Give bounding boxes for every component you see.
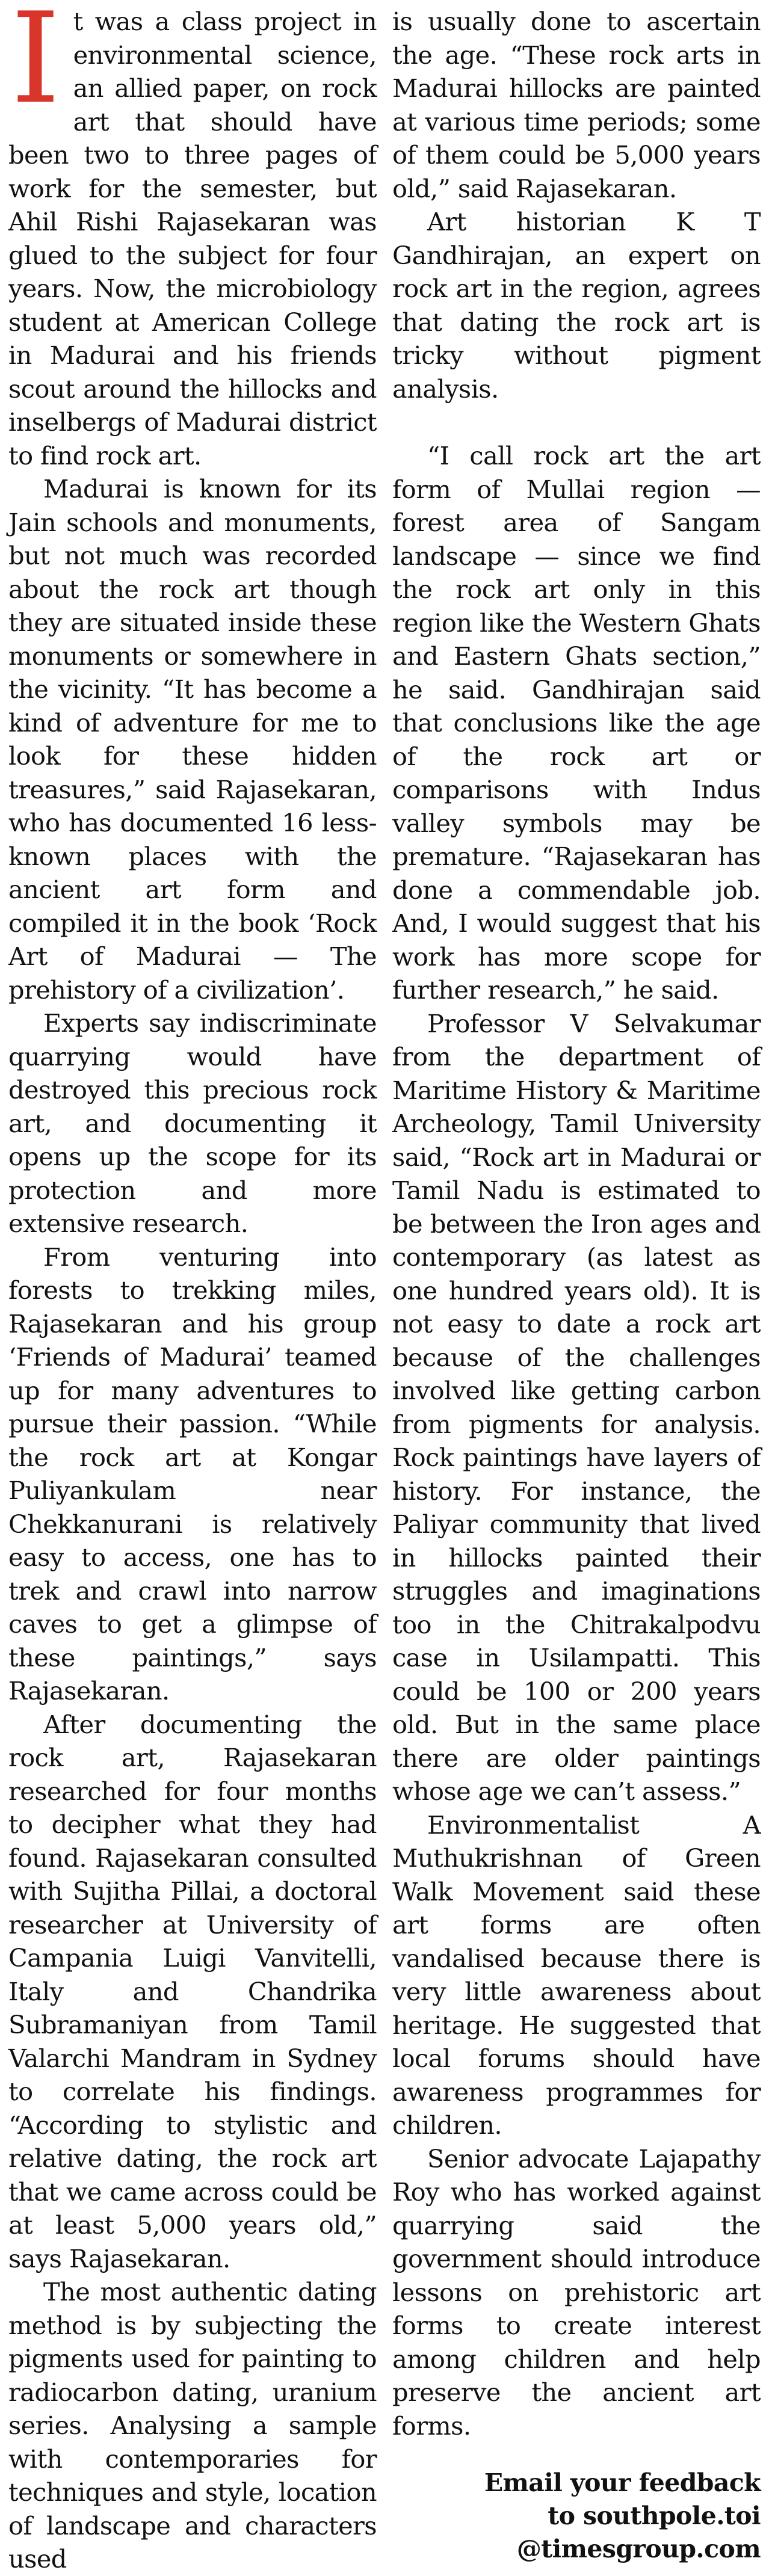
article-paragraph-3: Experts say indiscriminate quarrying would have destroyed this precious rock art, and documenting it opens up the scope for its protection and more extensive research. [8, 1008, 377, 1238]
article-paragraph-7: Art historian K T Gandhirajan, an expert on rock art in the region, agrees that dating the rock art is tricky without pigment analysis. [392, 207, 761, 404]
paragraph-text: t was a class project in environmental science, an allied paper, on rock art that should have been two to three pages of work for the semester, but Ahil Rishi Rajasekaran was glued to the subject for four years. Now, the microbiology student at American College in Madurai and his friends scout around the hillocks and inselbergs of Madurai district to find rock art. [8, 7, 377, 470]
article-paragraph-10: Environmentalist A Muthukrishnan of Green Walk Movement said these art forms are often vandalised because there is very little awareness about heritage. He suggested that local forums should have awareness programmes for children. [392, 1810, 761, 2140]
signoff-line-1: Email your feedback [484, 2468, 761, 2497]
article-paragraph-continued: is usually done to ascertain the age. “These rock arts in Madurai hillocks are painted at various time periods; some of them could be 5,000 years old,” said Rajasekaran. [392, 7, 761, 203]
article-column-left [8, 0, 377, 2576]
article-column-right [392, 5, 761, 2566]
article-paragraph-9: Professor V Selvakumar from the department of Maritime History & Maritime Archeology, Tamil University said, “Rock art in Madurai or Tamil Nadu is estimated to be between the Iron ages and contemporary (as latest as one hundred years old). It is not easy to date a rock art because of the challenges involved like getting carbon from pigments for analysis. Rock paintings have layers of history. For instance, the Paliyar community that lived in hillocks painted their struggles and imaginations too in the Chitrakalpodvu case in Usilampatti. This could be 100 or 200 years old. But in the same place there are older paintings whose age we can’t assess.” [392, 1008, 761, 1806]
article-paragraph-5: After documenting the rock art, Rajasekaran researched for four months to decipher what they had found. Rajasekaran consulted with Sujitha Pillai, a doctoral researcher at University of Campania Luigi Vanvitelli, Italy and Chandrika Subramaniyan from Tamil Valarchi Mandram in Sydney to correlate his findings. “According to stylistic and relative dating, the rock art that we came across could be at least 5,000 years old,” says Rajasekaran. [8, 1709, 377, 2273]
article-paragraph-2: Madurai is known for its Jain schools and monuments, but not much was recorded about the rock art though they are situated inside these monuments or somewhere in the vicinity. “It has become a kind of adventure for me to look for these hidden treasures,” said Rajasekaran, who has documented 16 less-known places with the ancient art form and compiled it in the book ‘Rock Art of Madurai — The prehistory of a civilization’. [8, 474, 377, 1005]
drop-cap: I [11, 0, 60, 132]
article-paragraph-1 [8, 0, 377, 472]
article-paragraph-4: From venturing into forests to trekking miles, Rajasekaran and his group ‘Friends of Madurai’ teamed up for many adventures to pursue their passion. “While the rock art at Kongar Puliyankulam near Chekkanurani is relatively easy to access, one has to trek and crawl into narrow caves to get a glimpse of these paintings,” says Rajasekaran. [8, 1242, 377, 1706]
feedback-signoff [392, 2467, 761, 2566]
signoff-line-3: @timesgroup.com [516, 2534, 761, 2563]
signoff-line-2: to southpole.toi [548, 2501, 761, 2530]
article-paragraph-6: The most authentic dating method is by subjecting the pigments used for painting to radiocarbon dating, uranium series. Analysing a sample with contemporaries for techniques and style, location of landscape and characters used [8, 2277, 377, 2574]
article-paragraph-8: “I call rock art the art form of Mullai region — forest area of Sangam landscape — since we find the rock art only in this region like the Western Ghats and Eastern Ghats section,” he said. Gandhirajan said that conclusions like the age of the rock art or comparisons with Indus valley symbols may be premature. “Rajasekaran has done a commendable job. And, I would suggest that his work has more scope for further research,” he said. [392, 441, 761, 1005]
paragraph-spacer [392, 405, 761, 439]
article-paragraph-11: Senior advocate Lajapathy Roy who has worked against quarrying said the government should introduce lessons on prehistoric art forms to create interest among children and help preserve the ancient art forms. [392, 2143, 761, 2441]
